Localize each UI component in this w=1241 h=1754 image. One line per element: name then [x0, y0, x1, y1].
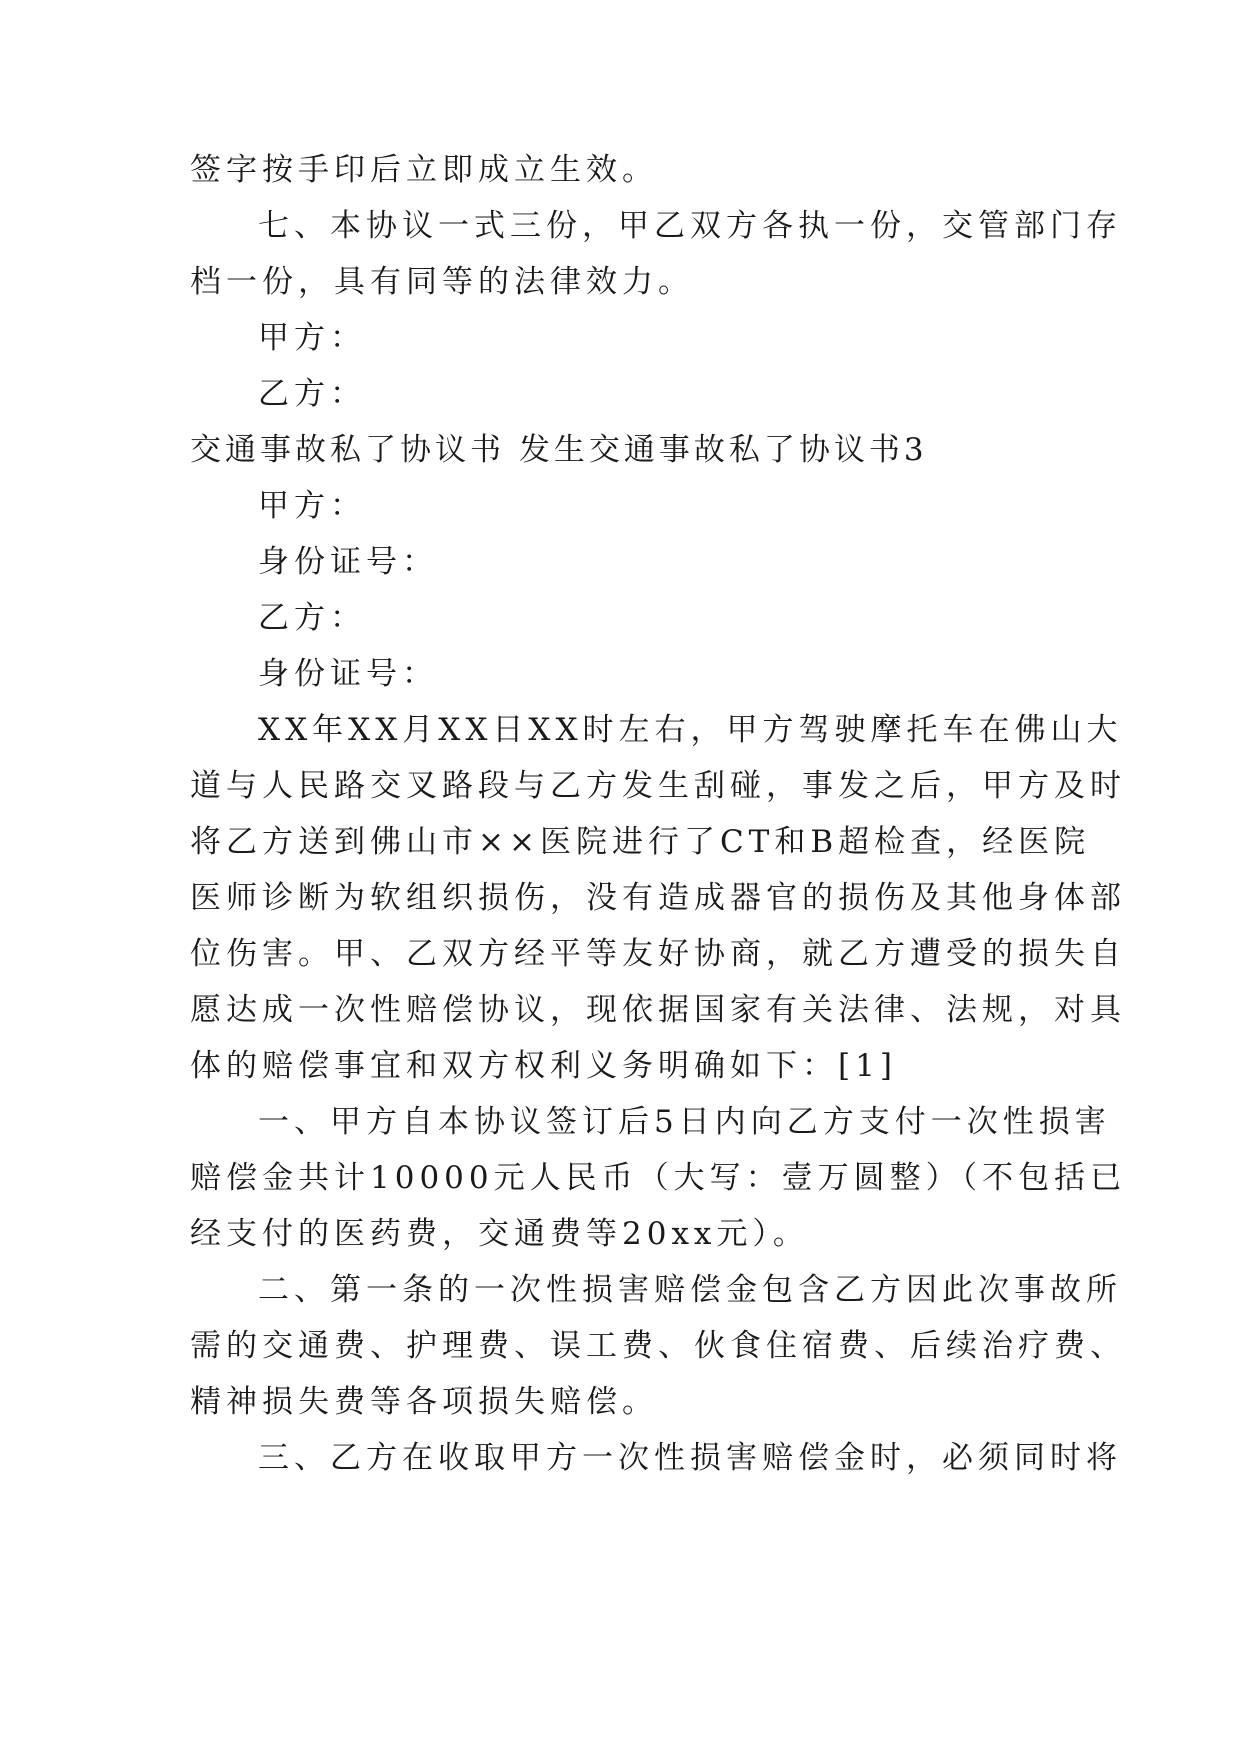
paragraph-line: 精神损失费等各项损失赔偿。	[190, 1384, 658, 1420]
id-number-label: 身份证号：	[258, 656, 438, 692]
paragraph-line: 二、第一条的一次性损害赔偿金包含乙方因此次事故所	[258, 1272, 1122, 1308]
paragraph-line: 七、本协议一式三份，甲乙双方各执一份，交管部门存	[258, 208, 1122, 244]
paragraph-line: 将乙方送到佛山市××医院进行了CT和B超检查，经医院	[190, 824, 1091, 860]
paragraph-line: 档一份，具有同等的法律效力。	[190, 264, 694, 300]
party-b-label: 乙方：	[258, 376, 366, 412]
party-a-label: 甲方：	[258, 320, 366, 356]
party-a-label: 甲方：	[258, 488, 366, 524]
paragraph-line: XX年XX月XX日XX时左右，甲方驾驶摩托车在佛山大	[258, 712, 1123, 748]
section-title: 交通事故私了协议书 发生交通事故私了协议书3	[190, 432, 928, 468]
paragraph-line: 一、甲方自本协议签订后5日内向乙方支付一次性损害	[258, 1104, 1111, 1140]
paragraph-line: 愿达成一次性赔偿协议，现依据国家有关法律、法规，对具	[190, 992, 1126, 1028]
party-b-label: 乙方：	[258, 600, 366, 636]
paragraph-line: 经支付的医药费，交通费等20xx元）。	[190, 1216, 809, 1252]
paragraph-line: 医师诊断为软组织损伤，没有造成器官的损伤及其他身体部	[190, 880, 1126, 916]
paragraph-line: 三、乙方在收取甲方一次性损害赔偿金时，必须同时将	[258, 1440, 1122, 1476]
paragraph-line: 位伤害。甲、乙双方经平等友好协商，就乙方遭受的损失自	[190, 936, 1126, 972]
paragraph-line: 签字按手印后立即成立生效。	[190, 152, 658, 188]
id-number-label: 身份证号：	[258, 544, 438, 580]
paragraph-line: 道与人民路交叉路段与乙方发生刮碰，事发之后，甲方及时	[190, 768, 1126, 804]
paragraph-line: 体的赔偿事宜和双方权利义务明确如下：[1]	[190, 1048, 897, 1084]
paragraph-line: 需的交通费、护理费、误工费、伙食住宿费、后续治疗费、	[190, 1328, 1126, 1364]
document-body	[190, 152, 1127, 1486]
paragraph-line: 赔偿金共计10000元人民币（大写：壹万圆整）（不包括已	[190, 1160, 1127, 1196]
